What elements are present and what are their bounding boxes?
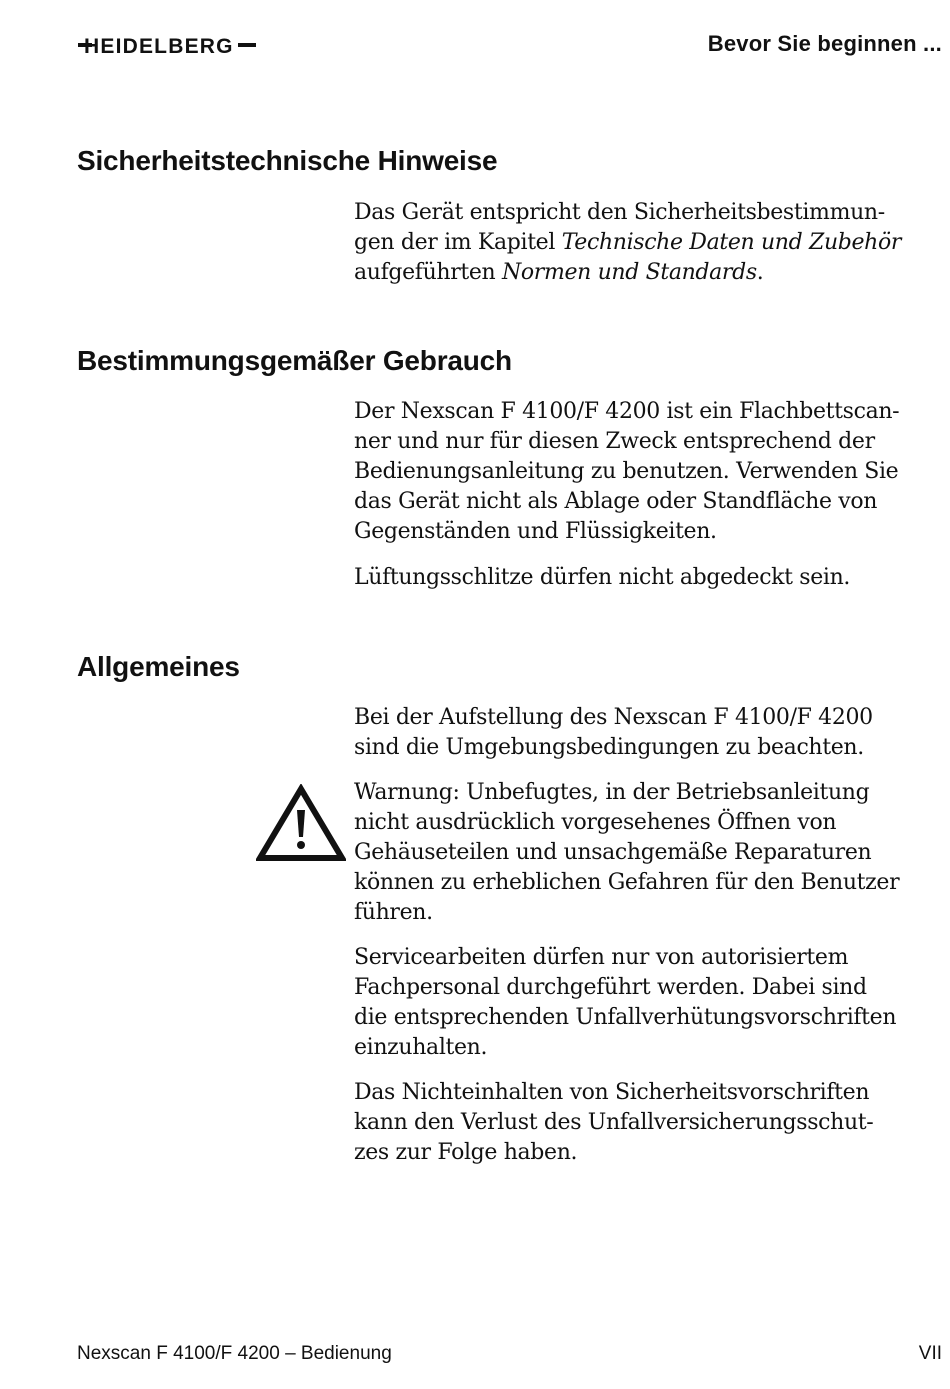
intended-use-paragraph-2: Lüftungsschlitze dürfen nicht abgedeckt sein. [354, 565, 851, 590]
safety-paragraph [354, 198, 948, 288]
section-title-safety: Sicherheitstechnische Hinweise [77, 145, 498, 176]
general-paragraph-service: Servicearbeiten dürfen nur von autorisiertem Fachpersonal durchgeführt werden. Dabei sind die entsprechenden Unfallverhütungsvorschriften einzuhalten. [354, 945, 897, 1060]
warning-triangle-icon [256, 784, 346, 864]
safety-text-ref-standards: Normen und Standards [502, 260, 757, 285]
footer-page-number: VII [918, 1343, 942, 1364]
section-title-general: Allgemeines [77, 651, 240, 682]
safety-text-ref-chapter: Technische Daten und Zubehör [561, 230, 902, 255]
running-head: Bevor Sie beginnen ... [707, 31, 942, 56]
heidelberg-logo-mark [78, 34, 256, 56]
safety-text-a: Das Gerät entspricht den Sicherheitsbestimmun- gen der im Kapitel [354, 200, 885, 255]
general-paragraph-insurance: Das Nichteinhalten von Sicherheitsvorschriften kann den Verlust des Unfallversicherungsschut- zes zur Folge haben. [354, 1080, 874, 1165]
section-title-intended-use: Bestimmungsgemäßer Gebrauch [77, 345, 512, 376]
heidelberg-logo [78, 34, 256, 56]
general-paragraph-1: Bei der Aufstellung des Nexscan F 4100/F 4200 sind die Umgebungsbedingungen zu beachten. [354, 705, 873, 760]
footer-document-title: Nexscan F 4100/F 4200 – Bedienung [77, 1343, 392, 1364]
safety-text-e: . [756, 260, 764, 285]
safety-text-c: aufgeführten [354, 260, 496, 285]
intended-use-paragraph-1: Der Nexscan F 4100/F 4200 ist ein Flachbettscan- ner und nur für diesen Zweck entsprechend der Bedienungsanleitung zu benutzen. Verwenden Sie das Gerät nicht als Ablage oder Standfläche von Gegenständen und Flüssigkeiten. [354, 399, 900, 544]
general-warning-paragraph: Warnung: Unbefugtes, in der Betriebsanleitung nicht ausdrücklich vorgesehenes Öffnen von Gehäuseteilen und unsachgemäße Reparaturen können zu erheblichen Gefahren für den Benutzer führen. [354, 780, 900, 925]
logo-text: HEIDELBERG [84, 35, 234, 56]
